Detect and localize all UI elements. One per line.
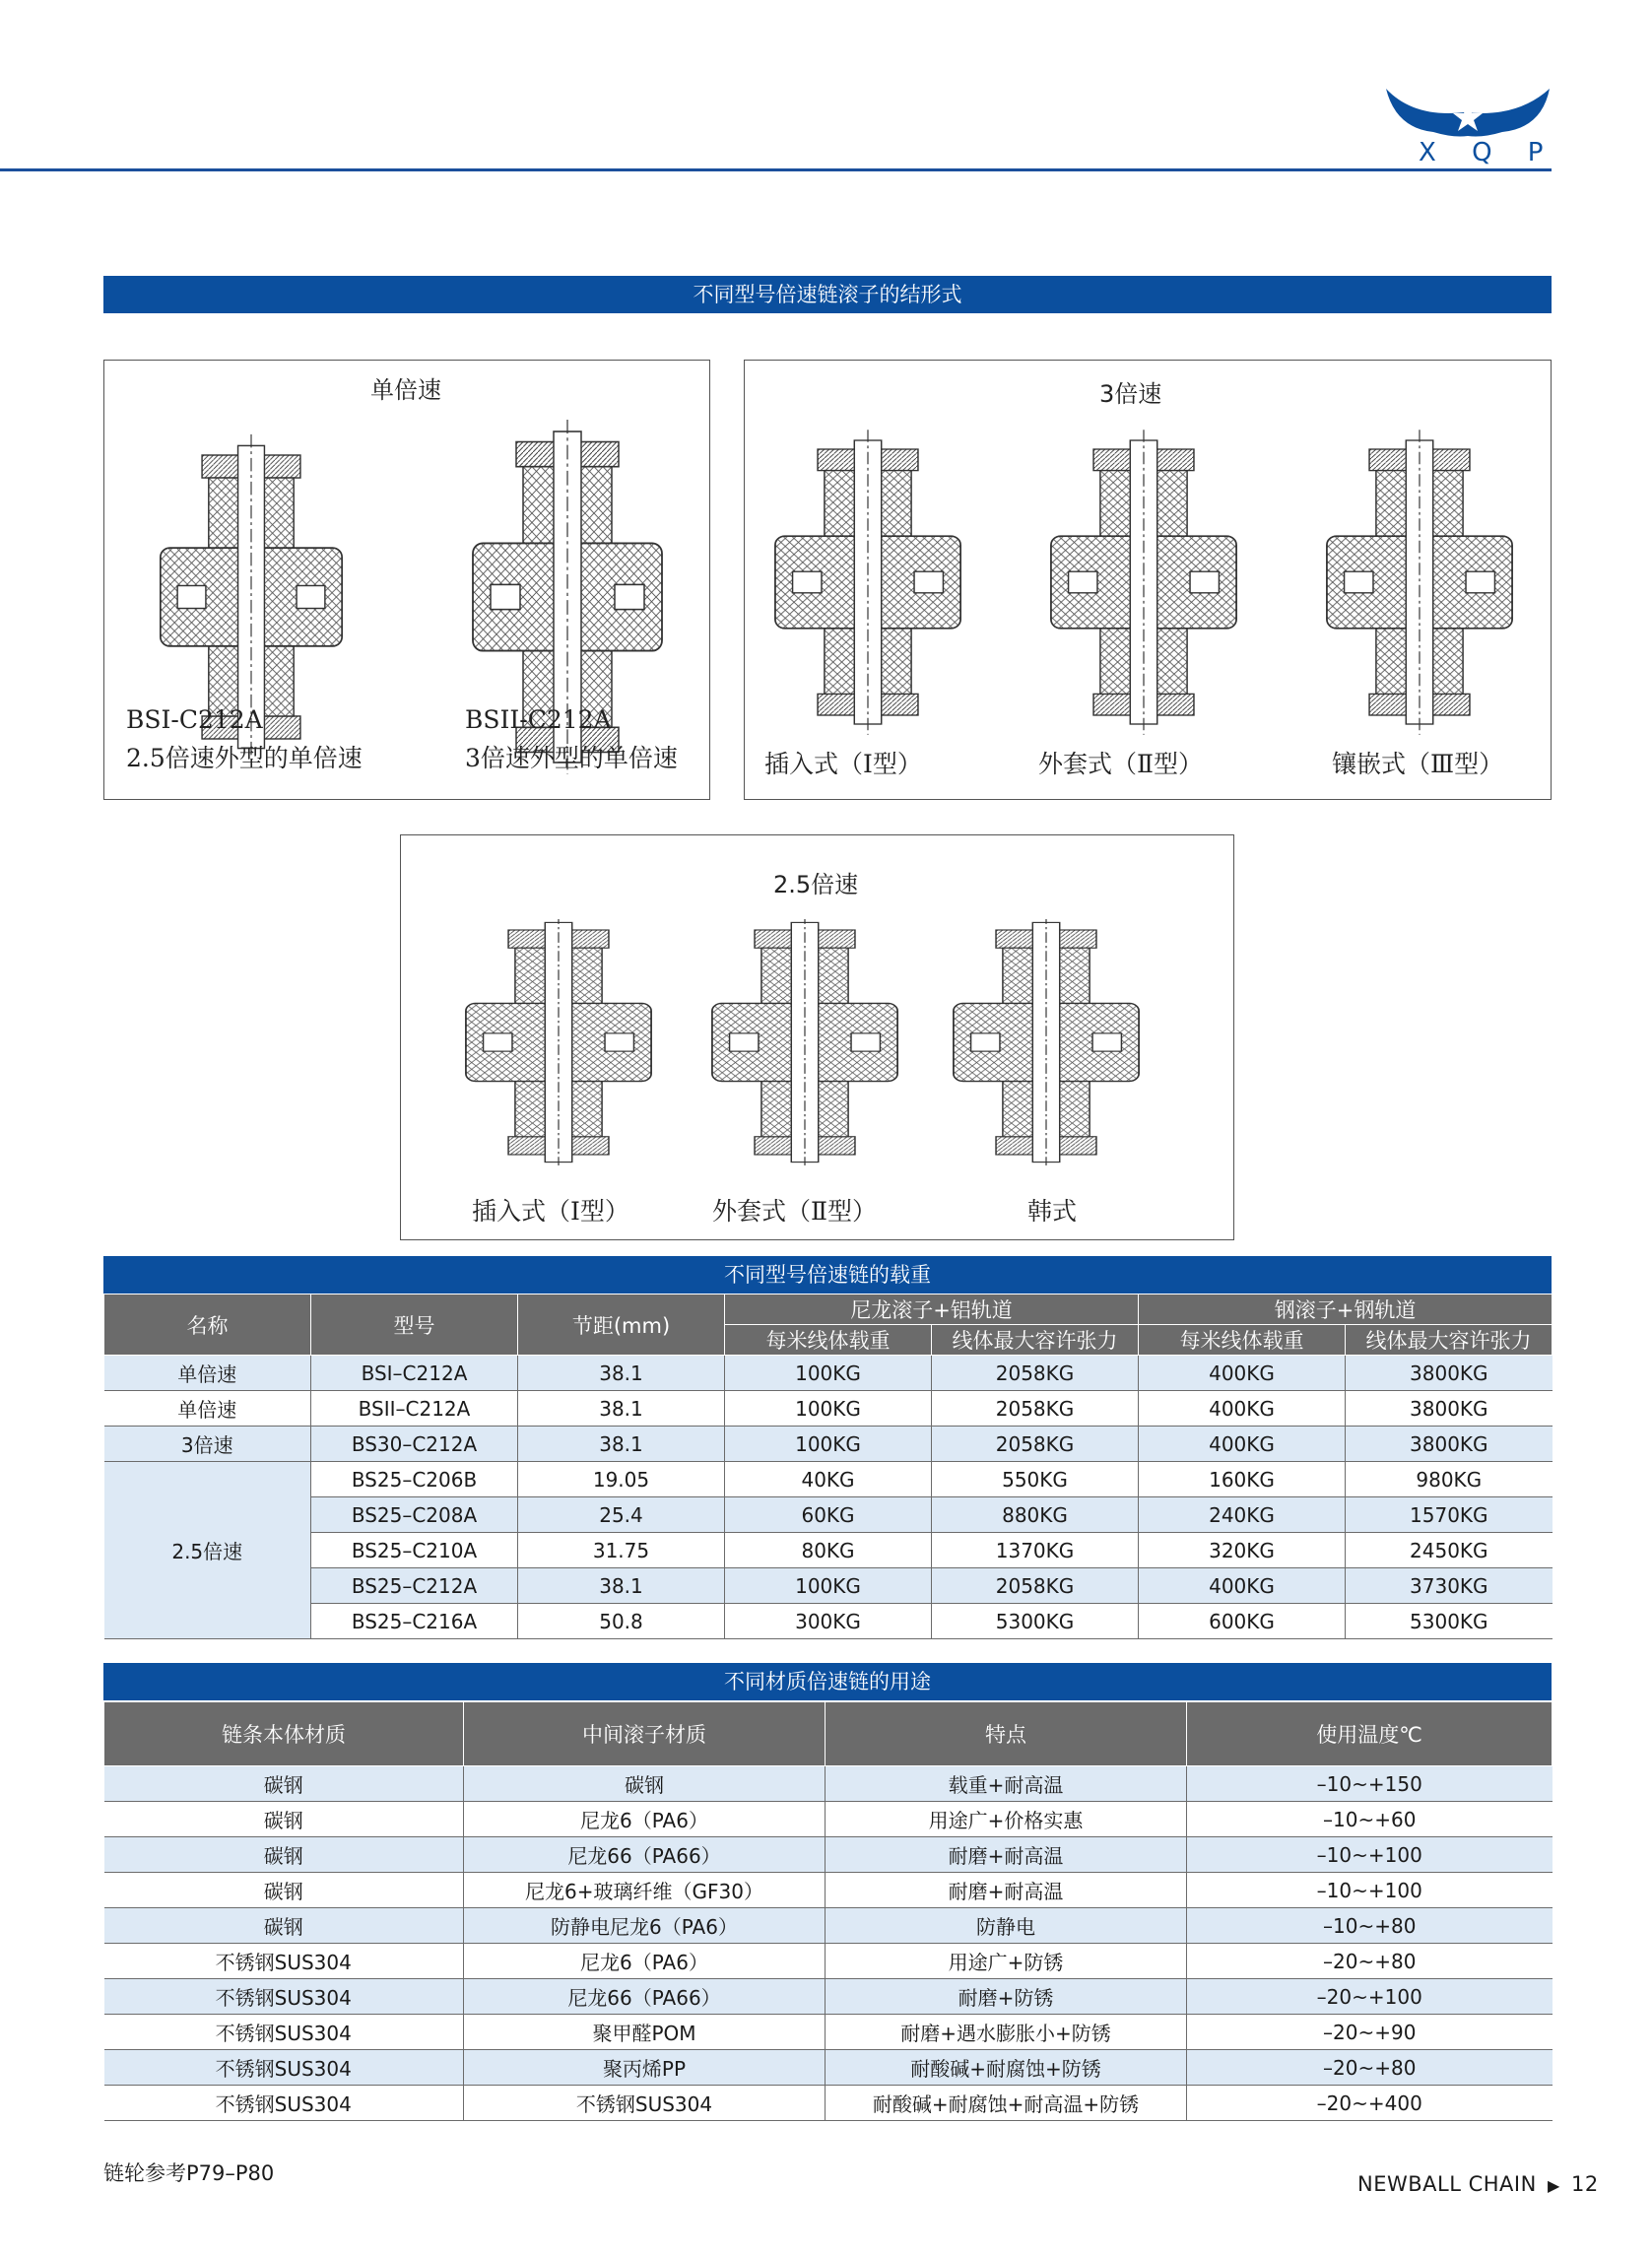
cell-pitch: 38.1 — [518, 1356, 725, 1391]
cell-s-tension: 3800KG — [1346, 1427, 1553, 1462]
cell-feature: 耐磨+防锈 — [826, 1979, 1187, 2015]
table-row — [104, 1979, 1553, 2015]
cell-pitch: 25.4 — [518, 1497, 725, 1533]
header-roller-material: 中间滚子材质 — [464, 1702, 826, 1766]
cell-feature: 防静电 — [826, 1908, 1187, 1944]
section1-title: 不同型号倍速链滚子的结形式 — [103, 276, 1552, 313]
cell-pitch: 50.8 — [518, 1604, 725, 1639]
cell-s-load: 320KG — [1139, 1533, 1346, 1568]
cell-roller: 尼龙6（PA6） — [464, 1944, 826, 1979]
table-row — [104, 1802, 1553, 1837]
cell-s-load: 240KG — [1139, 1497, 1346, 1533]
cell-n-tension: 1370KG — [932, 1533, 1139, 1568]
cell-s-tension: 5300KG — [1346, 1604, 1553, 1639]
header-steel-load: 每米线体载重 — [1139, 1325, 1346, 1356]
header-group-steel: 钢滚子+钢轨道 — [1139, 1294, 1553, 1325]
cell-s-load: 160KG — [1139, 1462, 1346, 1497]
cell-pitch: 31.75 — [518, 1533, 725, 1568]
cell-body: 碳钢 — [104, 1873, 464, 1908]
table-row — [104, 2015, 1553, 2050]
table-row — [104, 1391, 1553, 1427]
cell-n-load: 100KG — [725, 1356, 932, 1391]
usage-table-title: 不同材质倍速链的用途 — [103, 1663, 1552, 1700]
roller-25x-insert — [460, 919, 657, 1165]
cell-name: 3倍速 — [104, 1427, 311, 1462]
cell-s-tension: 3800KG — [1346, 1356, 1553, 1391]
cell-model: BS25–C208A — [311, 1497, 518, 1533]
roller-25x-korean — [948, 919, 1145, 1165]
cell-pitch: 38.1 — [518, 1427, 725, 1462]
panel-single-speed — [103, 360, 710, 800]
cell-s-tension: 3730KG — [1346, 1568, 1553, 1604]
cell-n-tension: 2058KG — [932, 1427, 1139, 1462]
cell-pitch: 38.1 — [518, 1568, 725, 1604]
cell-s-load: 400KG — [1139, 1391, 1346, 1427]
cell-feature: 耐磨+遇水膨胀小+防锈 — [826, 2015, 1187, 2050]
cell-feature: 耐磨+耐高温 — [826, 1837, 1187, 1873]
table-row — [104, 2050, 1553, 2086]
table-row — [104, 1497, 1553, 1533]
cell-feature: 载重+耐高温 — [826, 1766, 1187, 1802]
cell-temp: –20~+90 — [1187, 2015, 1553, 2050]
usage-table — [103, 1701, 1553, 2121]
cell-s-tension: 1570KG — [1346, 1497, 1553, 1533]
header-pitch: 节距(mm) — [518, 1294, 725, 1356]
cell-body: 不锈钢SUS304 — [104, 1979, 464, 2015]
cell-temp: –10~+80 — [1187, 1908, 1553, 1944]
cell-roller: 尼龙66（PA66） — [464, 1837, 826, 1873]
cell-body: 碳钢 — [104, 1837, 464, 1873]
header-model: 型号 — [311, 1294, 518, 1356]
cell-feature: 用途广+防锈 — [826, 1944, 1187, 1979]
panel-25x-title: 2.5倍速 — [773, 871, 859, 898]
cell-s-load: 600KG — [1139, 1604, 1346, 1639]
cell-n-load: 300KG — [725, 1604, 932, 1639]
table-row — [104, 1766, 1553, 1802]
caption-3x-insert: 插入式（Ⅰ型） — [764, 750, 922, 778]
cell-s-load: 400KG — [1139, 1427, 1346, 1462]
caption-3x-sleeve: 外套式（Ⅱ型） — [1038, 750, 1203, 778]
header-rule — [0, 168, 1552, 171]
header-nylon-tension: 线体最大容许张力 — [932, 1325, 1139, 1356]
table-row — [104, 1944, 1553, 1979]
cell-body: 不锈钢SUS304 — [104, 2015, 464, 2050]
cell-pitch: 19.05 — [518, 1462, 725, 1497]
cell-model: BS25–C206B — [311, 1462, 518, 1497]
cell-s-load: 400KG — [1139, 1568, 1346, 1604]
cell-n-tension: 2058KG — [932, 1568, 1139, 1604]
cell-feature: 用途广+价格实惠 — [826, 1802, 1187, 1837]
header-group-nylon: 尼龙滚子+铝轨道 — [725, 1294, 1139, 1325]
panel-3x-title: 3倍速 — [1099, 380, 1162, 408]
cell-name: 单倍速 — [104, 1391, 311, 1427]
cell-n-load: 100KG — [725, 1568, 932, 1604]
cell-feature: 耐酸碱+耐腐蚀+防锈 — [826, 2050, 1187, 2086]
brand-text: X Q P — [1419, 138, 1557, 167]
table-row — [104, 1533, 1553, 1568]
cell-model: BS25–C210A — [311, 1533, 518, 1568]
cell-temp: –20~+400 — [1187, 2086, 1553, 2121]
cell-s-tension: 980KG — [1346, 1462, 1553, 1497]
table-row — [104, 1427, 1553, 1462]
caption-25x-insert: 插入式（Ⅰ型） — [472, 1197, 629, 1226]
roller-3x-insert — [764, 430, 971, 735]
panel-25x — [400, 834, 1234, 1240]
caption-3x-inlay: 镶嵌式（Ⅲ型） — [1332, 750, 1504, 778]
cell-name: 2.5倍速 — [104, 1462, 311, 1639]
header-temperature: 使用温度℃ — [1187, 1702, 1553, 1766]
footer-reference: 链轮参考P79–P80 — [103, 2161, 275, 2185]
cell-temp: –20~+80 — [1187, 2050, 1553, 2086]
cell-name: 单倍速 — [104, 1356, 311, 1391]
cell-n-load: 40KG — [725, 1462, 932, 1497]
panel-3x — [744, 360, 1552, 800]
cell-model: BS25–C216A — [311, 1604, 518, 1639]
cell-temp: –10~+100 — [1187, 1873, 1553, 1908]
cell-n-tension: 880KG — [932, 1497, 1139, 1533]
load-table-title: 不同型号倍速链的载重 — [103, 1256, 1552, 1294]
cell-roller: 碳钢 — [464, 1766, 826, 1802]
cell-n-tension: 2058KG — [932, 1356, 1139, 1391]
table-row — [104, 1462, 1553, 1497]
cell-model: BS25–C212A — [311, 1568, 518, 1604]
desc-bsii: 3倍速外型的单倍速 — [465, 744, 678, 772]
header-feature: 特点 — [826, 1702, 1187, 1766]
cell-n-tension: 5300KG — [932, 1604, 1139, 1639]
header-nylon-load: 每米线体载重 — [725, 1325, 932, 1356]
cell-body: 不锈钢SUS304 — [104, 1944, 464, 1979]
cell-model: BSI–C212A — [311, 1356, 518, 1391]
header-body-material: 链条本体材质 — [104, 1702, 464, 1766]
cell-n-load: 100KG — [725, 1391, 932, 1427]
header-steel-tension: 线体最大容许张力 — [1346, 1325, 1553, 1356]
cell-feature: 耐磨+耐高温 — [826, 1873, 1187, 1908]
cell-n-tension: 550KG — [932, 1462, 1139, 1497]
cell-roller: 尼龙6（PA6） — [464, 1802, 826, 1837]
cell-temp: –10~+150 — [1187, 1766, 1553, 1802]
caption-25x-korean: 韩式 — [1027, 1197, 1078, 1226]
roller-25x-sleeve — [706, 919, 903, 1165]
roller-3x-inlay — [1316, 430, 1523, 735]
page-number: 12 — [1571, 2172, 1599, 2196]
footer-brand: NEWBALL CHAIN — [1357, 2172, 1537, 2196]
cell-n-load: 80KG — [725, 1533, 932, 1568]
header-name: 名称 — [104, 1294, 311, 1356]
table-row — [104, 1568, 1553, 1604]
table-row — [104, 1873, 1553, 1908]
cell-model: BS30–C212A — [311, 1427, 518, 1462]
cell-s-load: 400KG — [1139, 1356, 1346, 1391]
model-bsii: BSII-C212A — [465, 705, 612, 734]
table-row — [104, 1837, 1553, 1873]
cell-roller: 聚丙烯PP — [464, 2050, 826, 2086]
cell-model: BSII–C212A — [311, 1391, 518, 1427]
cell-roller: 尼龙6+玻璃纤维（GF30） — [464, 1873, 826, 1908]
cell-body: 碳钢 — [104, 1908, 464, 1944]
load-table — [103, 1294, 1553, 1639]
cell-roller: 尼龙66（PA66） — [464, 1979, 826, 2015]
cell-body: 不锈钢SUS304 — [104, 2050, 464, 2086]
cell-temp: –20~+80 — [1187, 1944, 1553, 1979]
cell-body: 碳钢 — [104, 1802, 464, 1837]
cell-n-load: 60KG — [725, 1497, 932, 1533]
cell-temp: –10~+100 — [1187, 1837, 1553, 1873]
cell-s-tension: 3800KG — [1346, 1391, 1553, 1427]
panel-single-title: 单倍速 — [370, 376, 441, 404]
table-row — [104, 1356, 1553, 1391]
cell-body: 碳钢 — [104, 1766, 464, 1802]
cell-n-load: 100KG — [725, 1427, 932, 1462]
footer-brand-line — [1357, 2172, 1599, 2196]
table-row — [104, 2086, 1553, 2121]
model-bsi: BSI-C212A — [126, 705, 263, 734]
table-row — [104, 1908, 1553, 1944]
cell-temp: –10~+60 — [1187, 1802, 1553, 1837]
caption-25x-sleeve: 外套式（Ⅱ型） — [712, 1197, 877, 1226]
cell-s-tension: 2450KG — [1346, 1533, 1553, 1568]
cell-pitch: 38.1 — [518, 1391, 725, 1427]
roller-3x-sleeve — [1040, 430, 1247, 735]
table-row — [104, 1604, 1553, 1639]
desc-bsi: 2.5倍速外型的单倍速 — [126, 744, 363, 772]
cell-temp: –20~+100 — [1187, 1979, 1553, 2015]
cell-roller: 聚甲醛POM — [464, 2015, 826, 2050]
cell-roller: 防静电尼龙6（PA6） — [464, 1908, 826, 1944]
cell-n-tension: 2058KG — [932, 1391, 1139, 1427]
cell-roller: 不锈钢SUS304 — [464, 2086, 826, 2121]
play-icon: ▶ — [1548, 2176, 1560, 2195]
cell-body: 不锈钢SUS304 — [104, 2086, 464, 2121]
cell-feature: 耐酸碱+耐腐蚀+耐高温+防锈 — [826, 2086, 1187, 2121]
